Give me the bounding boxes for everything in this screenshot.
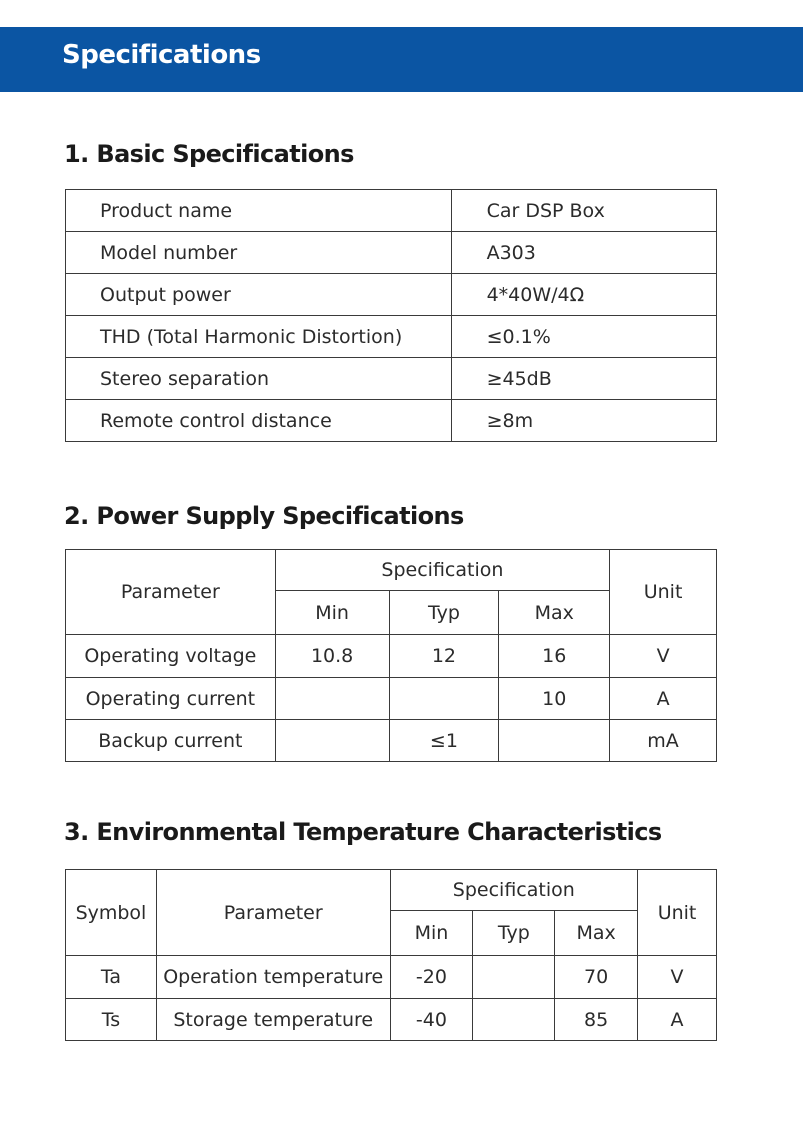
basic-specs-table — [65, 189, 717, 442]
header-specification: Specification — [390, 870, 638, 911]
header-max: Max — [555, 911, 638, 956]
basic-specs-title: 1. Basic Specifications — [64, 140, 354, 168]
cell-parameter: Operating voltage — [66, 635, 276, 678]
header-typ: Typ — [473, 911, 555, 956]
cell-min: -40 — [390, 999, 473, 1041]
spec-key: Stereo separation — [66, 358, 452, 400]
header-typ: Typ — [389, 591, 499, 635]
spec-key: Model number — [66, 232, 452, 274]
header-unit: Unit — [610, 550, 717, 635]
cell-max: 85 — [555, 999, 638, 1041]
cell-typ: ≤1 — [389, 720, 499, 762]
cell-typ — [389, 678, 499, 720]
table-row — [66, 316, 717, 358]
header-symbol: Symbol — [66, 870, 157, 956]
page-title: Specifications — [62, 40, 261, 70]
table-row — [66, 678, 717, 720]
cell-typ — [473, 999, 555, 1041]
header-unit: Unit — [638, 870, 717, 956]
cell-min: -20 — [390, 956, 473, 999]
spec-key: Output power — [66, 274, 452, 316]
cell-parameter: Backup current — [66, 720, 276, 762]
header-min: Min — [390, 911, 473, 956]
header-min: Min — [275, 591, 389, 635]
cell-parameter: Storage temperature — [156, 999, 390, 1041]
spec-value: 4*40W/4Ω — [451, 274, 716, 316]
header-parameter: Parameter — [156, 870, 390, 956]
spec-value: ≥8m — [451, 400, 716, 442]
cell-max: 70 — [555, 956, 638, 999]
header-banner — [0, 27, 803, 92]
env-temp-table — [65, 869, 717, 1041]
table-row — [66, 999, 717, 1041]
cell-min — [275, 678, 389, 720]
spec-value: ≥45dB — [451, 358, 716, 400]
power-specs-title: 2. Power Supply Specifications — [64, 502, 464, 530]
cell-parameter: Operation temperature — [156, 956, 390, 999]
table-row — [66, 720, 717, 762]
table-row — [66, 956, 717, 999]
cell-min: 10.8 — [275, 635, 389, 678]
cell-max: 16 — [499, 635, 610, 678]
spec-key: Remote control distance — [66, 400, 452, 442]
header-max: Max — [499, 591, 610, 635]
table-row — [66, 400, 717, 442]
cell-unit: A — [610, 678, 717, 720]
spec-value: Car DSP Box — [451, 190, 716, 232]
cell-max — [499, 720, 610, 762]
cell-unit: A — [638, 999, 717, 1041]
header-specification: Specification — [275, 550, 609, 591]
table-header-row — [66, 870, 717, 911]
table-row — [66, 358, 717, 400]
cell-parameter: Operating current — [66, 678, 276, 720]
table-row — [66, 232, 717, 274]
cell-max: 10 — [499, 678, 610, 720]
table-row — [66, 190, 717, 232]
cell-min — [275, 720, 389, 762]
spec-value: A303 — [451, 232, 716, 274]
header-parameter: Parameter — [66, 550, 276, 635]
spec-key: Product name — [66, 190, 452, 232]
cell-symbol: Ts — [66, 999, 157, 1041]
table-row — [66, 635, 717, 678]
cell-unit: V — [610, 635, 717, 678]
cell-symbol: Ta — [66, 956, 157, 999]
power-specs-table — [65, 549, 717, 762]
cell-unit: mA — [610, 720, 717, 762]
spec-key: THD (Total Harmonic Distortion) — [66, 316, 452, 358]
table-header-row — [66, 550, 717, 591]
spec-value: ≤0.1% — [451, 316, 716, 358]
cell-typ — [473, 956, 555, 999]
cell-unit: V — [638, 956, 717, 999]
env-specs-title: 3. Environmental Temperature Characteristics — [64, 818, 662, 846]
cell-typ: 12 — [389, 635, 499, 678]
table-row — [66, 274, 717, 316]
